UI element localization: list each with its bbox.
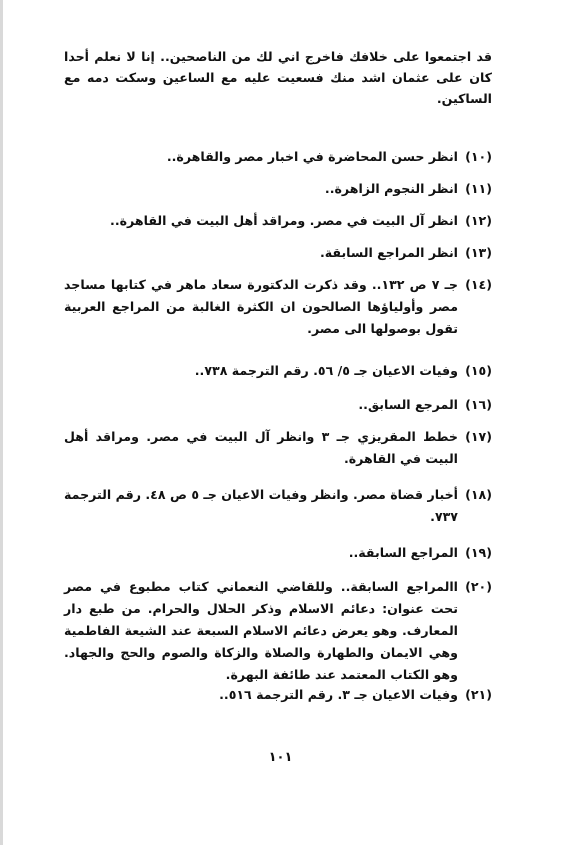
footnote-17: [64, 426, 492, 470]
footnote-number: (١٦): [465, 397, 492, 412]
footnote-text: انظر حسن المحاضرة في اخبار مصر والقاهرة..: [166, 149, 458, 164]
footnote-number: (١٥): [465, 363, 492, 378]
footnote-text: المرجع السابق..: [358, 397, 458, 412]
footnote-16: [64, 394, 492, 416]
footnote-15: [64, 360, 492, 382]
footnote-19: [64, 542, 492, 564]
footnote-number: (١٣): [465, 245, 492, 260]
footnote-text: االمراجع السابقة.. وللقاضي النعماني كتاب مطبوع في مصر تحت عنوان: دعائم الاسلام وذكر الحلال والحرام. من طبع دار المعارف. وهو يعرض دعائم الاسلام السبعة عند الشيعة الفاطمية وهي الايمان والطهارة والصلاة والزكاة والصوم والحج والجهاد. وهو الكتاب المعتمد عند طائفة البهرة.: [64, 579, 458, 682]
footnote-number: (٢٠): [465, 579, 492, 594]
footnote-text: المراجع السابقة..: [348, 545, 458, 560]
footnote-13: [64, 242, 492, 264]
footnote-18: [64, 484, 492, 528]
footnote-number: (١١): [465, 181, 492, 196]
footnote-text: أخبار قضاة مصر. وانظر وفيات الاعيان جـ ٥ ص ٤٨. رقم الترجمة ٧٣٧.: [64, 487, 458, 524]
footnote-text: خطط المقريزي جـ ٣ وانظر آل البيت في مصر. ومراقد أهل البيت في القاهرة.: [64, 429, 458, 466]
footnote-number: (١٨): [465, 487, 492, 502]
footnote-text: وفيات الاعيان جـ ٥/ ٥٦. رقم الترجمة ٧٣٨..: [194, 363, 458, 378]
footnote-11: [64, 178, 492, 200]
page-number: ١٠١: [268, 750, 293, 765]
footnote-number: (١٢): [465, 213, 492, 228]
footnote-text: جـ ٧ ص ١٣٢.. وقد ذكرت الدكتورة سعاد ماهر في كتابها مساجد مصر وأولياؤها الصالحون ان الكثرة الغالبة من المراجع العربية تقول بوصولها الى مصر.: [64, 277, 458, 336]
footnote-14: [64, 274, 492, 340]
footnote-number: (١٧): [465, 429, 492, 444]
intro-paragraph: قد اجتمعوا على خلافك فاخرج اني لك من الناصحين.. إنا لا نعلم أحدا كان على عثمان اشد منك فسعيت عليه مع الساعين وسكت دمه مع الساكين.: [64, 49, 492, 106]
footnote-text: انظر النجوم الزاهرة..: [324, 181, 458, 196]
footnote-number: (٢١): [465, 687, 492, 702]
footnote-text: انظر آل البيت في مصر. ومراقد أهل البيت في القاهرة..: [110, 213, 458, 228]
footnote-number: (١٩): [465, 545, 492, 560]
footnote-number: (١٠): [465, 149, 492, 164]
footnote-21: [64, 684, 492, 706]
footnote-text: وفيات الاعيان جـ ٣. رقم الترجمة ٥١٦..: [219, 687, 458, 702]
footnote-text: انظر المراجع السابقة.: [319, 245, 458, 260]
footnote-number: (١٤): [465, 277, 492, 292]
footnote-20: [64, 576, 492, 686]
footnote-10: [64, 146, 492, 168]
footnote-12: [64, 210, 492, 232]
